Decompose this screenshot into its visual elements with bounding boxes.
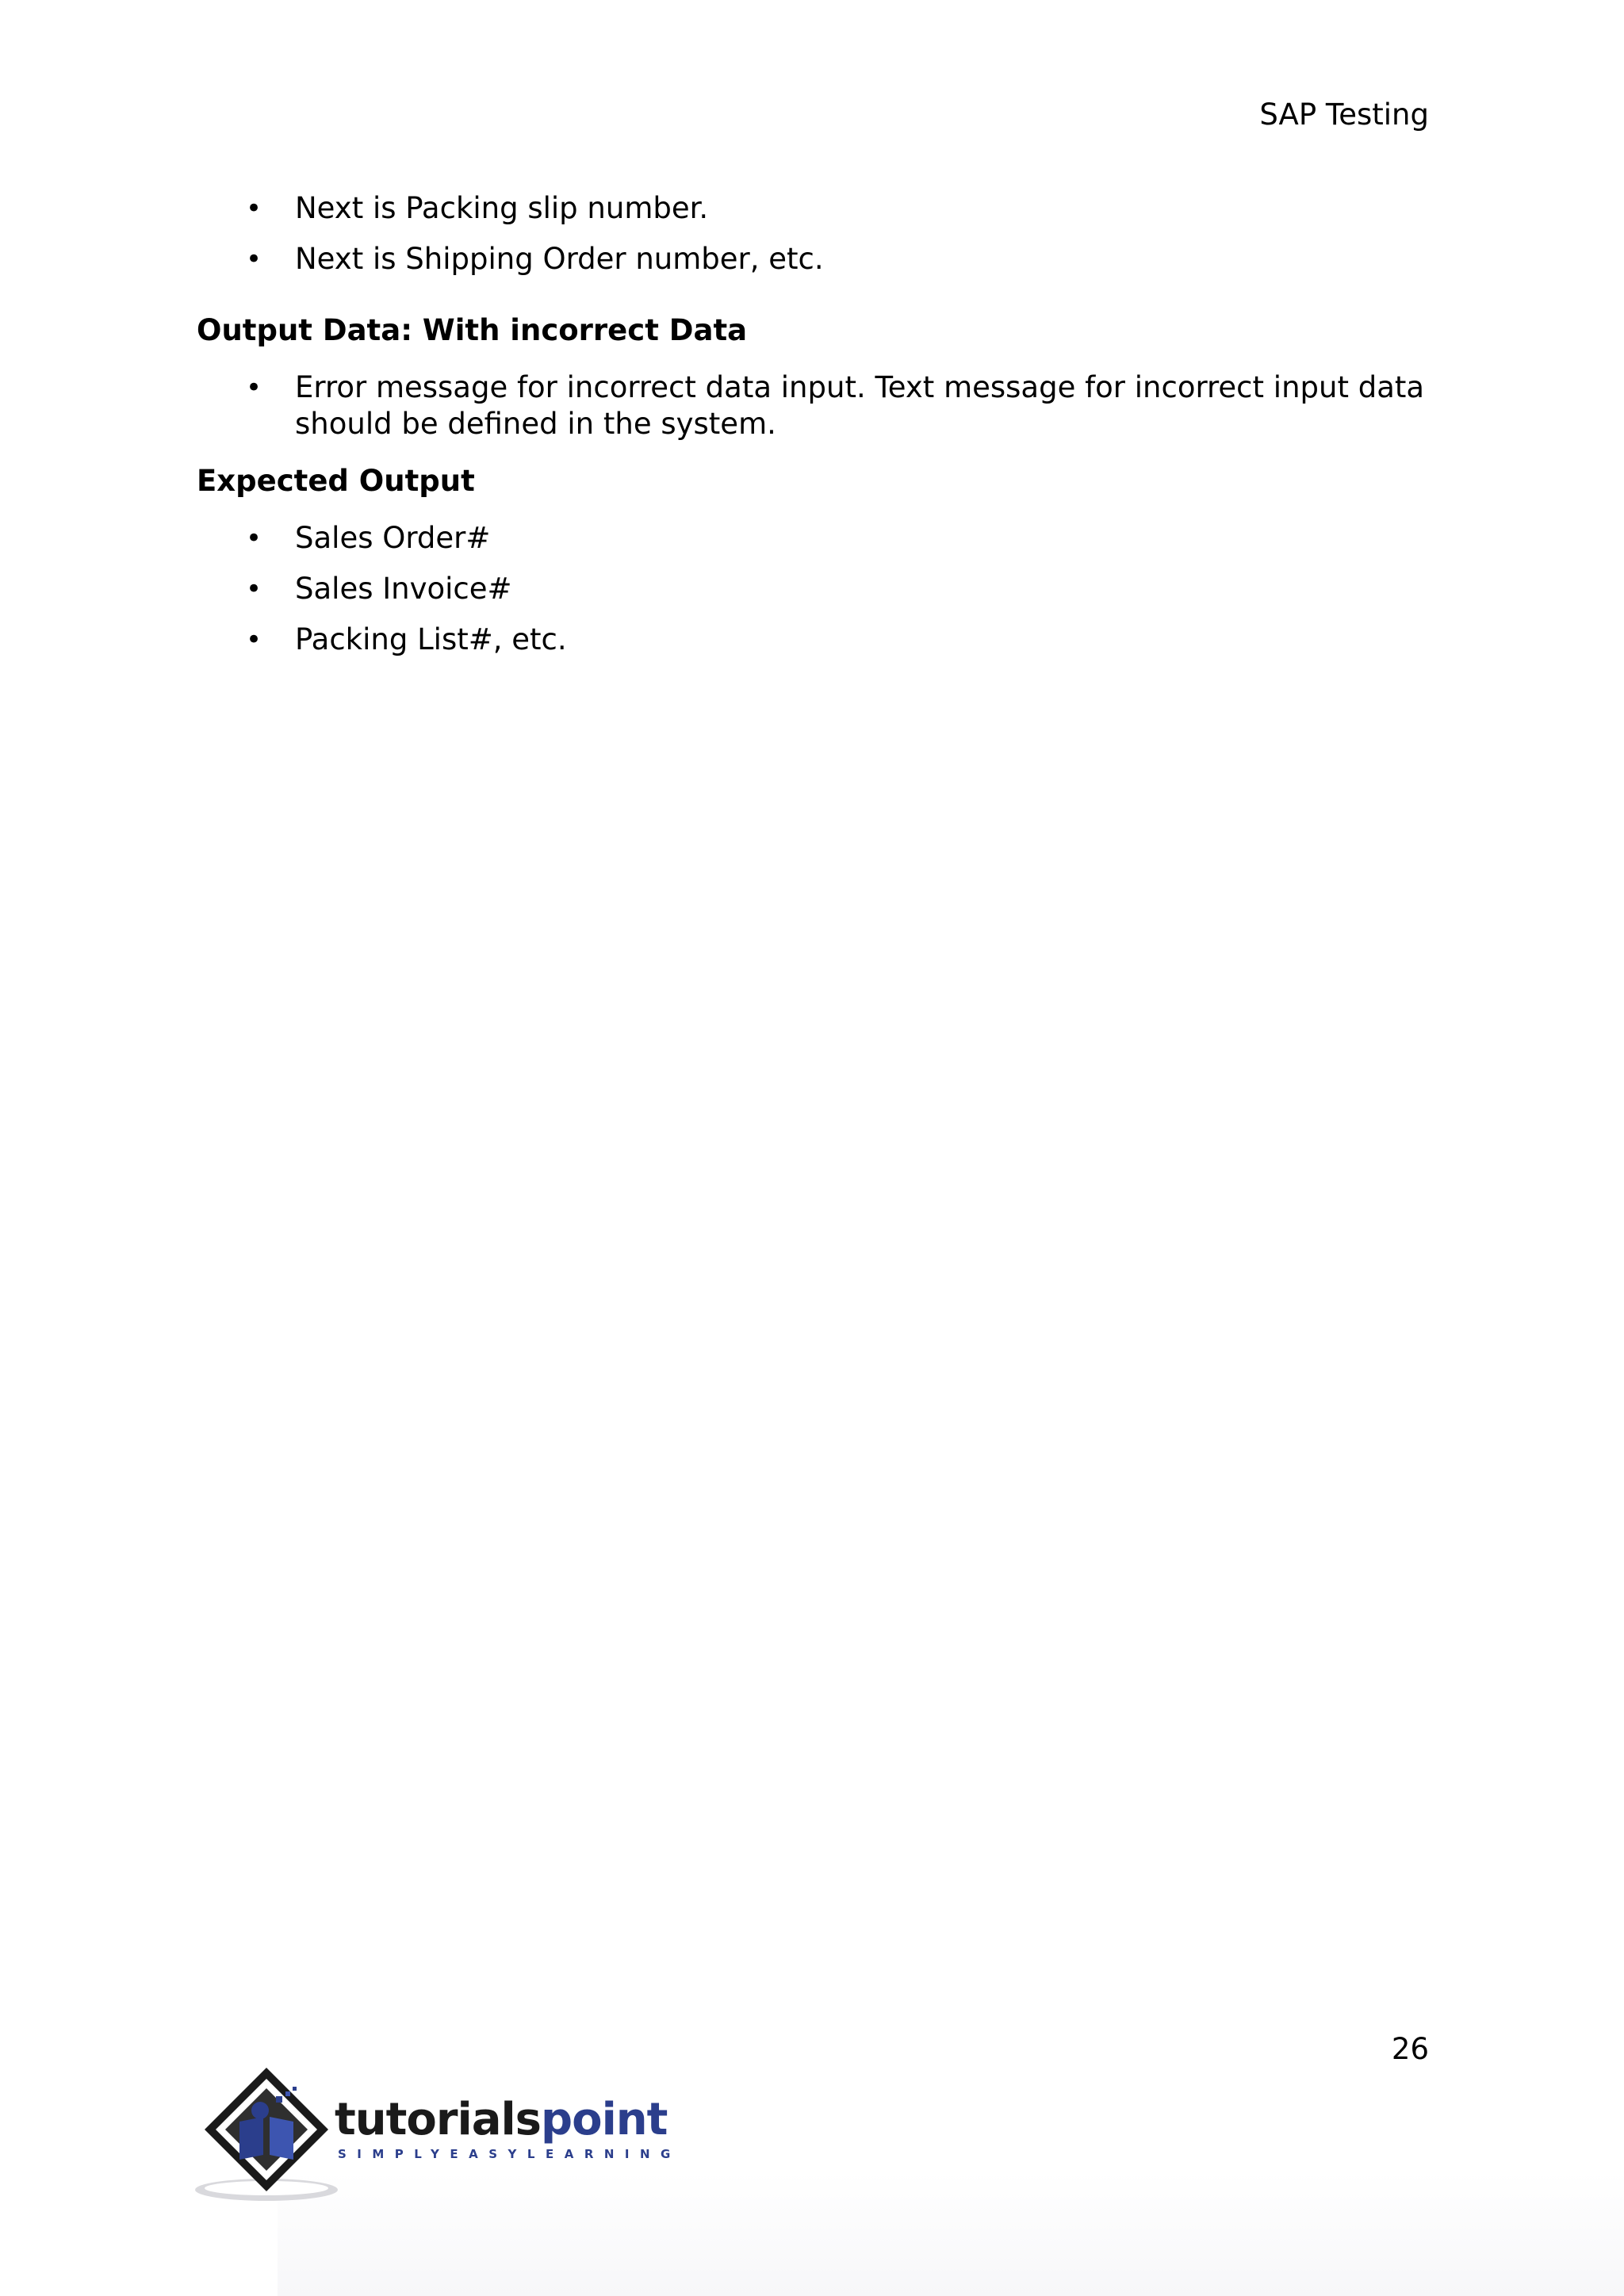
list-item xyxy=(197,369,1430,442)
list-item-text: Error message for incorrect data input. Text message for incorrect input data should be defined in the system. xyxy=(295,370,1425,441)
tutorialspoint-logo xyxy=(195,2061,681,2204)
list-item-text: Next is Packing slip number. xyxy=(295,191,709,225)
bullet-list-top xyxy=(197,190,1430,277)
bullet-icon: • xyxy=(246,372,262,404)
bullet-icon: • xyxy=(246,243,262,275)
bullet-icon: • xyxy=(246,624,262,656)
page-content xyxy=(197,190,1430,658)
list-item xyxy=(197,571,1430,607)
list-item-text: Packing List#, etc. xyxy=(295,622,567,656)
bullet-icon: • xyxy=(246,193,262,224)
page-header-title: SAP Testing xyxy=(1259,98,1429,132)
bullet-list-output xyxy=(197,369,1430,442)
logo-wordmark xyxy=(335,2096,667,2144)
logo-wordmark-part2: point xyxy=(541,2094,668,2145)
list-item xyxy=(197,622,1430,658)
list-item xyxy=(197,190,1430,227)
page-number: 26 xyxy=(1391,2032,1429,2066)
section-heading-expected: Expected Output xyxy=(197,464,475,498)
section-heading-output: Output Data: With incorrect Data xyxy=(197,313,748,347)
logo-wordmark-part1: tutorials xyxy=(335,2094,542,2145)
list-item-text: Next is Shipping Order number, etc. xyxy=(295,242,824,276)
bullet-icon: • xyxy=(246,522,262,554)
bullet-icon: • xyxy=(246,573,262,605)
list-item-text: Sales Order# xyxy=(295,521,491,555)
logo-tagline: SIMPLYEASYLEARNING xyxy=(338,2147,681,2161)
tutorialspoint-logo-icon xyxy=(195,2061,338,2204)
list-item xyxy=(197,520,1430,557)
bullet-list-expected xyxy=(197,520,1430,658)
list-item-text: Sales Invoice# xyxy=(295,572,512,606)
list-item xyxy=(197,241,1430,277)
